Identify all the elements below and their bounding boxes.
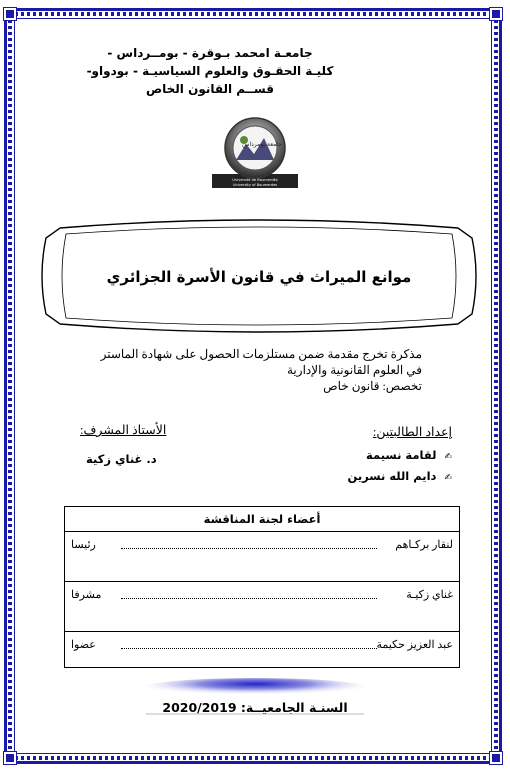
thesis-description <box>82 346 422 394</box>
specialty-line: تخصص: قانون خاص <box>323 379 422 393</box>
student-name <box>366 448 452 462</box>
institution-header <box>60 44 360 98</box>
logo-french-text: Université de Boumerdès <box>232 178 278 182</box>
committee-table <box>64 506 460 668</box>
department-name: قســم القانون الخاص <box>146 82 274 96</box>
table-row <box>65 582 459 632</box>
committee-member-role: عضوا <box>71 639 96 651</box>
dotted-leader <box>121 540 377 549</box>
supervisor-label: الأستاذ المشرف: <box>80 423 167 437</box>
academic-year-label: السنـة الجامعيــة: <box>240 700 348 715</box>
university-name: جامعـة امحمد بـوقرة - بومــرداس - <box>107 46 313 60</box>
supervisor-name: د. غناي زكية <box>86 452 157 466</box>
thesis-line: في العلوم القانونية والإدارية <box>287 363 422 377</box>
corner-ornament-icon <box>4 8 16 20</box>
student-name-text: دايم الله نسرين <box>347 469 437 483</box>
committee-member-role: رئيسا <box>71 539 96 551</box>
faculty-name: كليـة الحقـوق والعلوم السياسيـة - بودواو- <box>86 64 334 78</box>
committee-member-name: لنقار بركـاهم <box>395 539 453 551</box>
committee-member-name: عبد العزيز حكيمة <box>376 639 453 651</box>
students-label: إعداد الطالبتين: <box>372 425 452 439</box>
border-pattern-right <box>494 14 498 758</box>
university-logo-icon <box>212 116 298 192</box>
pen-icon: ✍ <box>444 452 452 462</box>
dotted-leader <box>121 640 377 649</box>
thesis-title: موانع الميراث في قانون الأسرة الجزائري <box>106 268 412 286</box>
table-row <box>65 532 459 582</box>
corner-ornament-icon <box>4 752 16 764</box>
pen-icon: ✍ <box>444 473 452 483</box>
corner-ornament-icon <box>490 8 502 20</box>
table-row <box>65 632 459 668</box>
year-ornament <box>140 676 370 722</box>
committee-title: أعضاء لجنة المناقشة <box>65 507 459 532</box>
academic-year-value: 2020/2019 <box>162 700 237 715</box>
border-pattern-bottom <box>9 756 497 760</box>
dotted-leader <box>121 590 377 599</box>
border-pattern-top <box>9 12 497 16</box>
student-name-text: لقامة نسيمة <box>366 448 437 462</box>
thesis-line: مذكرة تخرج مقدمة ضمن مستلزمات الحصول على شهادة الماستر <box>100 347 422 361</box>
committee-member-role: مشرفا <box>71 589 102 601</box>
border-pattern-left <box>8 14 12 758</box>
academic-year <box>140 700 370 715</box>
logo-arabic-text: جامعة بومرداس <box>242 141 282 148</box>
corner-ornament-icon <box>490 752 502 764</box>
logo-english-text: University of Boumerdes <box>232 183 278 187</box>
student-name <box>347 469 452 483</box>
committee-member-name: غناي زكيـة <box>406 589 453 601</box>
